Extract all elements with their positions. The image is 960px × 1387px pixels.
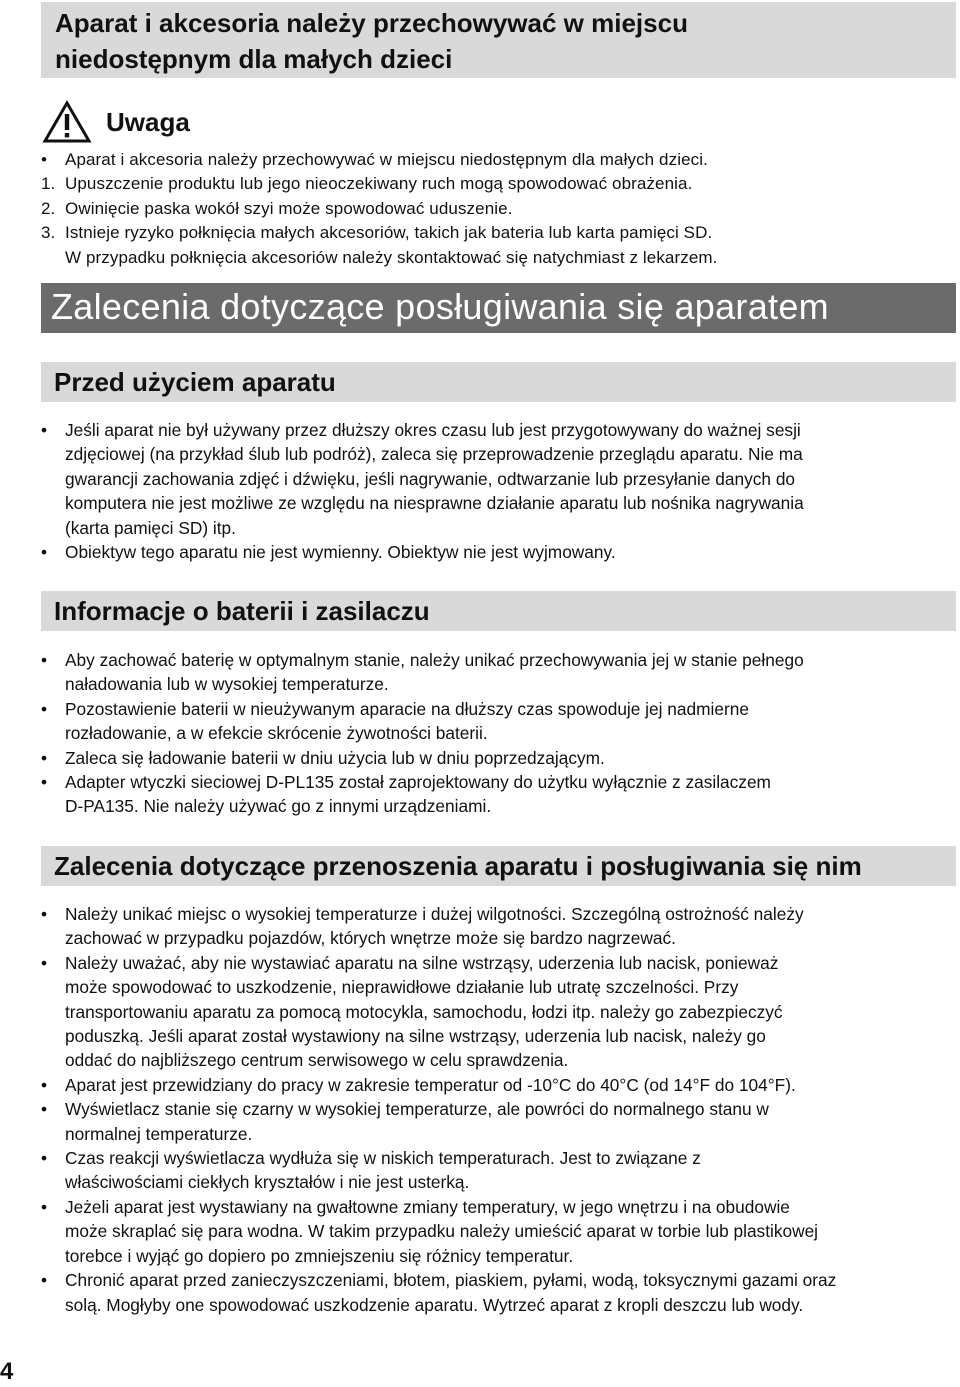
list-item-line: normalnej temperaturze. <box>65 1123 253 1144</box>
list-item-line: komputera nie jest możliwe ze względu na niesprawne działanie aparatu lub nośnika nagrywania <box>65 493 804 514</box>
list-item <box>41 418 956 540</box>
battery-list <box>41 648 956 819</box>
warning-bullet-text: Aparat i akcesoria należy przechowywać w miejscu niedostępnym dla małych dzieci. <box>65 150 708 169</box>
bullet: • <box>41 904 48 924</box>
list-item <box>41 172 956 196</box>
bullet: • <box>41 698 48 719</box>
list-item-line: naładowania lub w wysokiej temperaturze. <box>65 674 389 695</box>
transport-list <box>41 902 956 1317</box>
list-item <box>41 648 956 697</box>
item-text: Istnieje ryzyko połknięcia małych akcesoriów, takich jak bateria lub karta pamięci SD. <box>65 223 713 243</box>
item-number: 1. <box>41 174 56 194</box>
list-item-line: Należy uważać, aby nie wystawiać aparatu na silne wstrząsy, uderzenia lub nacisk, ponieważ <box>65 952 779 973</box>
list-item <box>41 1195 956 1268</box>
list-item-line: oddać do najbliższego centrum serwisowego w celu sprawdzenia. <box>65 1050 569 1071</box>
bullet: • <box>41 1270 48 1291</box>
warning-label: Uwaga <box>106 107 190 137</box>
top-banner-title-line2: niedostępnym dla małych dzieci <box>55 44 453 74</box>
list-item <box>41 902 956 951</box>
list-item-line: Obiektyw tego aparatu nie jest wymienny. Obiektyw nie jest wyjmowany. <box>65 542 616 563</box>
list-item <box>41 197 956 221</box>
list-item-line: zdjęciowej (na przykład ślub lub podróż), zaleca się przeprowadzenie przeglądu aparatu. Nie ma <box>65 444 803 465</box>
list-item-line: D-PA135. Nie należy używać go z innymi urządzeniami. <box>65 796 492 817</box>
list-item-line: torebce i wyjąć go dopiero po zmniejszeniu się różnicy temperatur. <box>65 1245 574 1266</box>
section-title-before-use <box>41 362 956 402</box>
list-item-line: Chronić aparat przed zanieczyszczeniami, błotem, piaskiem, pyłami, wodą, toksycznymi gazami oraz <box>65 1270 837 1291</box>
list-item <box>41 148 956 172</box>
list-item-line: właściwościami ciekłych kryształów i nie jest usterką. <box>65 1172 470 1193</box>
list-item-line: Wyświetlacz stanie się czarny w wysokiej temperaturze, ale powróci do normalnego stanu w <box>65 1099 769 1120</box>
item-text: Upuszczenie produktu lub jego nieoczekiwany ruch mogą spowodować obrażenia. <box>65 174 693 194</box>
list-item-line: Adapter wtyczki sieciowej D-PL135 został zaprojektowany do użytku wyłącznie z zasilaczem <box>65 772 771 793</box>
bullet: • <box>41 772 48 793</box>
bullet: • <box>41 150 48 169</box>
list-item <box>41 770 956 819</box>
list-item-line: solą. Mogłyby one spowodować uszkodzenie aparatu. Wytrzeć aparat z kropli deszczu lub wody. <box>65 1294 804 1315</box>
section-title-transport <box>41 846 956 886</box>
bullet: • <box>41 1074 48 1095</box>
bullet: • <box>41 1148 48 1169</box>
section-heading: Zalecenia dotyczące przenoszenia aparatu i posługiwania się nim <box>54 851 862 881</box>
section-heading: Przed użyciem aparatu <box>54 367 336 397</box>
list-item-line: Należy unikać miejsc o wysokiej temperaturze i dużej wilgotności. Szczególną ostrożność należy <box>65 904 804 924</box>
item-number: 3. <box>41 223 56 243</box>
bullet: • <box>41 1099 48 1120</box>
list-item-line: Jeżeli aparat jest wystawiany na gwałtowne zmiany temperatury, w jego wnętrzu i na obudowie <box>65 1196 790 1217</box>
main-banner-title: Zalecenia dotyczące posługiwania się aparatem <box>51 286 829 327</box>
item-text: Owinięcie paska wokół szyi może spowodować uduszenie. <box>65 198 513 218</box>
list-item <box>41 1268 956 1317</box>
item-number: 2. <box>41 198 56 218</box>
warning-triangle-icon <box>42 100 92 144</box>
list-item-line: Aparat jest przewidziany do pracy w zakresie temperatur od -10°C do 40°C (od 14°F do 104°F). <box>65 1074 796 1095</box>
section-title-battery <box>41 591 956 631</box>
list-item <box>41 1146 956 1195</box>
list-item <box>41 697 956 746</box>
warning-list <box>41 148 956 270</box>
list-item-line: zachować w przypadku pojazdów, których wnętrze może się bardzo nagrzewać. <box>65 928 676 949</box>
list-item-line: transportowaniu aparatu za pomocą motocykla, samochodu, łodzi itp. należy go zabezpieczyć <box>65 1001 783 1022</box>
list-item <box>41 951 956 1073</box>
page-number: 4 <box>0 1358 14 1385</box>
list-item <box>41 1097 956 1146</box>
list-item-line: Zaleca się ładowanie baterii w dniu użycia lub w dniu poprzedzającym. <box>65 747 605 768</box>
list-item-line: (karta pamięci SD) itp. <box>65 517 236 538</box>
top-banner-title-line1: Aparat i akcesoria należy przechowywać w miejscu <box>55 8 688 38</box>
bullet: • <box>41 542 48 563</box>
main-banner <box>41 283 956 333</box>
item-text: W przypadku połknięcia akcesoriów należy skontaktować się natychmiast z lekarzem. <box>65 247 718 267</box>
warning-heading <box>42 100 190 144</box>
list-item-line: gwarancji zachowania zdjęć i dźwięku, jeśli nagrywanie, odtwarzanie lub przesyłanie danych do <box>65 468 796 489</box>
bullet: • <box>41 420 48 440</box>
list-item-line: Pozostawienie baterii w nieużywanym aparacie na dłuższy czas spowoduje jej nadmierne <box>65 698 749 719</box>
list-item <box>41 746 956 770</box>
list-item <box>41 1073 956 1097</box>
bullet: • <box>41 747 48 768</box>
list-item-line: może spowodować to uszkodzenie, nieprawidłowe działanie lub utratę szczelności. Przy <box>65 977 739 998</box>
bullet: • <box>41 952 48 973</box>
bullet: • <box>41 650 48 670</box>
list-item-line: Jeśli aparat nie był używany przez dłuższy okres czasu lub jest przygotowywany do ważnej sesji <box>65 420 801 440</box>
top-banner <box>41 2 956 78</box>
list-item-line: rozładowanie, a w efekcie skrócenie żywotności baterii. <box>65 723 488 744</box>
before-use-list <box>41 418 956 564</box>
list-item-line: Czas reakcji wyświetlacza wydłuża się w niskich temperaturach. Jest to związane z <box>65 1148 701 1169</box>
list-item <box>41 221 956 270</box>
list-item-line: poduszką. Jeśli aparat został wystawiony na silne wstrząsy, uderzenia lub nacisk, należy go <box>65 1026 766 1047</box>
list-item-line: może skraplać się para wodna. W takim przypadku należy umieścić aparat w torbie lub plastikowej <box>65 1221 819 1242</box>
bullet: • <box>41 1196 48 1217</box>
section-heading: Informacje o baterii i zasilaczu <box>54 596 430 626</box>
list-item <box>41 540 956 564</box>
list-item-line: Aby zachować baterię w optymalnym stanie, należy unikać przechowywania jej w stanie pełnego <box>65 650 804 670</box>
